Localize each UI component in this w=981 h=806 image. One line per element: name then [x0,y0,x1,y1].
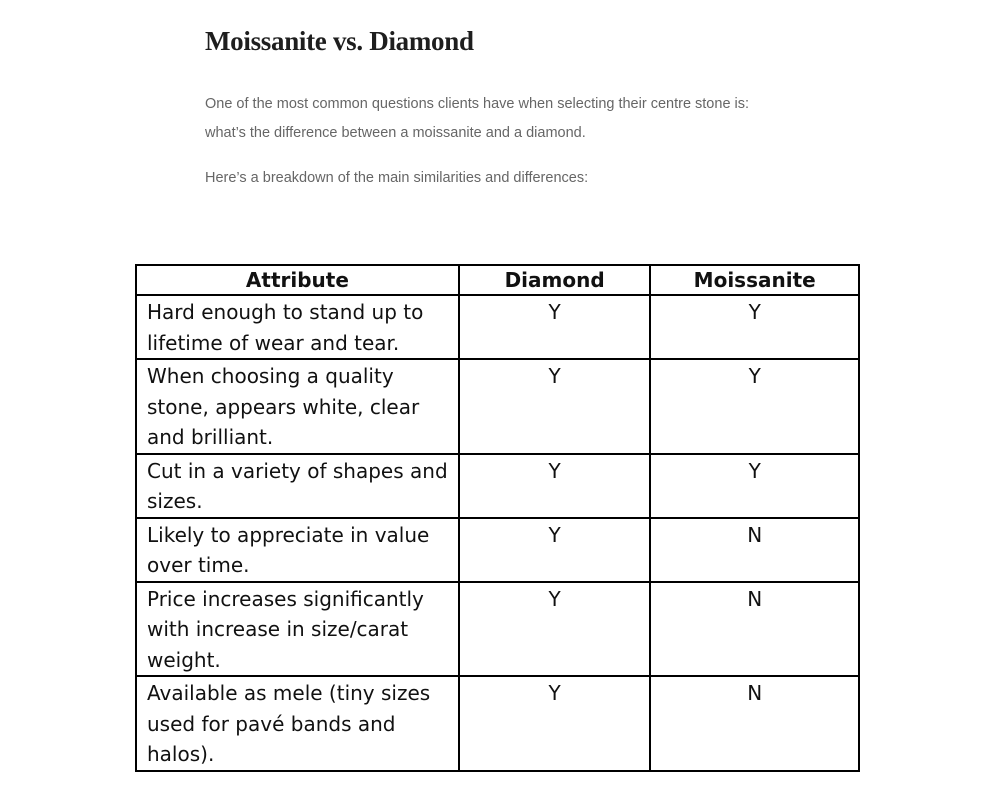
comparison-table [135,264,860,772]
moissanite-cell: N [650,582,859,677]
moissanite-cell: N [650,676,859,771]
attribute-cell: Available as mele (tiny sizes used for pavé bands and halos). [136,676,459,771]
table-row [136,359,859,454]
header-moissanite: Moissanite [650,265,859,295]
attribute-cell: Hard enough to stand up to lifetime of wear and tear. [136,295,459,359]
table-header-row [136,265,859,295]
breakdown-paragraph: Here’s a breakdown of the main similarities and differences: [205,170,589,186]
diamond-cell: Y [459,518,651,582]
attribute-cell: Price increases significantly with increase in size/carat weight. [136,582,459,677]
moissanite-cell: N [650,518,859,582]
table-row [136,582,859,677]
header-diamond: Diamond [459,265,651,295]
table-row [136,454,859,518]
moissanite-cell: Y [650,295,859,359]
diamond-cell: Y [459,676,651,771]
header-attribute: Attribute [136,265,459,295]
diamond-cell: Y [459,359,651,454]
intro-paragraph: One of the most common questions clients have when selecting their centre stone is: what’s the difference between a moissanite and a diamond. [205,96,750,141]
moissanite-cell: Y [650,454,859,518]
diamond-cell: Y [459,454,651,518]
page-title: Moissanite vs. Diamond [205,26,474,56]
attribute-cell: Cut in a variety of shapes and sizes. [136,454,459,518]
moissanite-cell: Y [650,359,859,454]
table-row [136,295,859,359]
diamond-cell: Y [459,582,651,677]
attribute-cell: When choosing a quality stone, appears white, clear and brilliant. [136,359,459,454]
diamond-cell: Y [459,295,651,359]
attribute-cell: Likely to appreciate in value over time. [136,518,459,582]
table-row [136,676,859,771]
table-row [136,518,859,582]
